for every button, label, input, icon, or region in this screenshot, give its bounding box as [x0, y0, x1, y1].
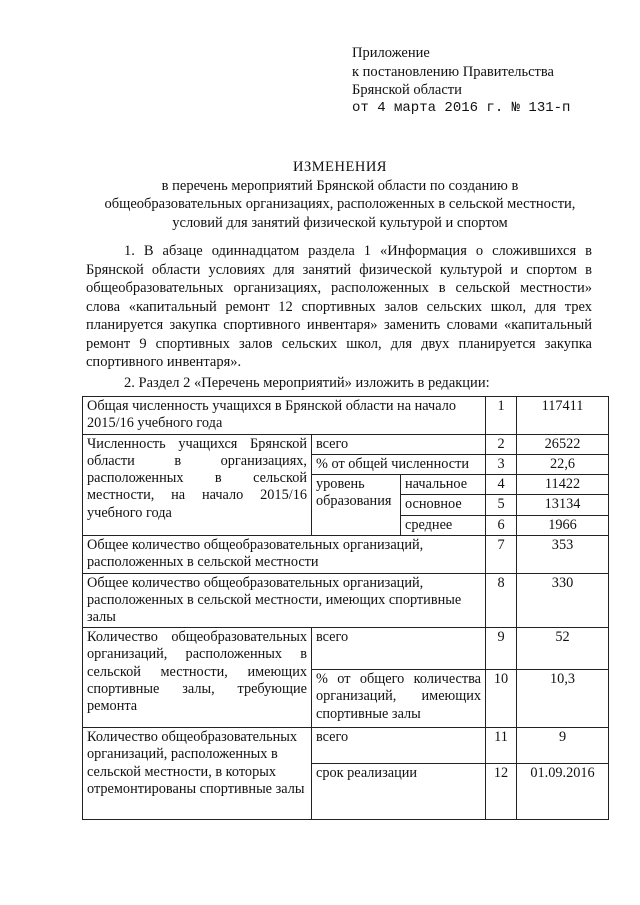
cell-number: 4 [486, 475, 517, 495]
cell-label: Общее количество общеобразовательных организаций, расположенных в сельской местности, имеющих спортивные залы [83, 573, 486, 627]
document-title [70, 158, 610, 232]
title-line-3: общеобразовательных организациях, расположенных в сельской местности, [104, 196, 576, 213]
cell-label: Количество общеобразовательных организаций, расположенных в сельской местности, имеющих спортивные залы, требующие ремонта [83, 628, 312, 728]
cell-sublabel: срок реализации [312, 764, 486, 820]
cell-value: 52 [517, 628, 609, 670]
cell-number: 2 [486, 435, 517, 455]
table-row [83, 628, 609, 670]
cell-value: 330 [517, 573, 609, 627]
cell-value: 13134 [517, 495, 609, 515]
cell-sublabel: всего [312, 728, 486, 764]
cell-sublabel: всего [312, 628, 486, 670]
cell-label: Общее количество общеобразовательных организаций, расположенных в сельской местности [83, 535, 486, 573]
cell-value: 117411 [517, 397, 609, 435]
cell-value: 11422 [517, 475, 609, 495]
cell-value: 26522 [517, 435, 609, 455]
table-row [83, 397, 609, 435]
cell-sublabel: среднее [401, 515, 486, 535]
cell-sublabel: начальное [401, 475, 486, 495]
table-row [83, 535, 609, 573]
appendix-line-2: к постановлению Правительства [352, 63, 554, 80]
cell-number: 1 [486, 397, 517, 435]
cell-number: 9 [486, 628, 517, 670]
appendix-date-number: от 4 марта 2016 г. № 131-п [352, 99, 571, 116]
cell-number: 5 [486, 495, 517, 515]
cell-value: 10,3 [517, 670, 609, 728]
title-heading: ИЗМЕНЕНИЯ [293, 159, 387, 175]
title-line-2: в перечень мероприятий Брянской области по созданию в [161, 177, 519, 194]
cell-sublabel: уровень образования [312, 475, 401, 535]
cell-sublabel: основное [401, 495, 486, 515]
cell-label: Общая численность учащихся в Брянской области на начало 2015/16 учебного года [83, 397, 486, 435]
cell-sublabel: всего [312, 435, 486, 455]
cell-number: 11 [486, 728, 517, 764]
cell-label: Численность учащихся Брянской области в организациях, расположенных в сельской местности, на начало 2015/16 учебного года [83, 435, 312, 536]
cell-number: 8 [486, 573, 517, 627]
measures-table [82, 396, 609, 820]
cell-number: 6 [486, 515, 517, 535]
table-row [83, 728, 609, 764]
paragraph-2: 2. Раздел 2 «Перечень мероприятий» изложить в редакции: [124, 375, 490, 391]
appendix-line-3: Брянской области [352, 82, 462, 99]
title-line-4: условий для занятий физической культурой и спортом [172, 214, 508, 231]
cell-value: 353 [517, 535, 609, 573]
paragraph-1: 1. В абзаце одиннадцатом раздела 1 «Информация о сложившихся в Брянской области условиях для занятий физической культурой и спортом в общеобразовательных организациях, расположенных в сельской местности» слова «капитальный ремонт 12 спортивных залов сельских школ, для трех планируется закупка спортивного инвентаря» заменить словами «капитальный ремонт 9 спортивных залов сельских школ, для двух планируется закупка спортивного инвентаря». [86, 243, 592, 371]
cell-value: 01.09.2016 [517, 764, 609, 820]
cell-number: 10 [486, 670, 517, 728]
cell-sublabel: % от общего количества организаций, имеющих спортивные залы [312, 670, 486, 728]
appendix-line-1: Приложение [352, 45, 430, 61]
cell-number: 7 [486, 535, 517, 573]
appendix-header [352, 44, 592, 118]
table-row [83, 435, 609, 455]
cell-sublabel: % от общей численности [312, 455, 486, 475]
cell-number: 12 [486, 764, 517, 820]
cell-value: 22,6 [517, 455, 609, 475]
cell-label: Количество общеобразовательных организаций, расположенных в сельской местности, в которых отремонтированы спортивные залы [83, 728, 312, 820]
cell-value: 9 [517, 728, 609, 764]
cell-number: 3 [486, 455, 517, 475]
cell-value: 1966 [517, 515, 609, 535]
table-row [83, 573, 609, 627]
